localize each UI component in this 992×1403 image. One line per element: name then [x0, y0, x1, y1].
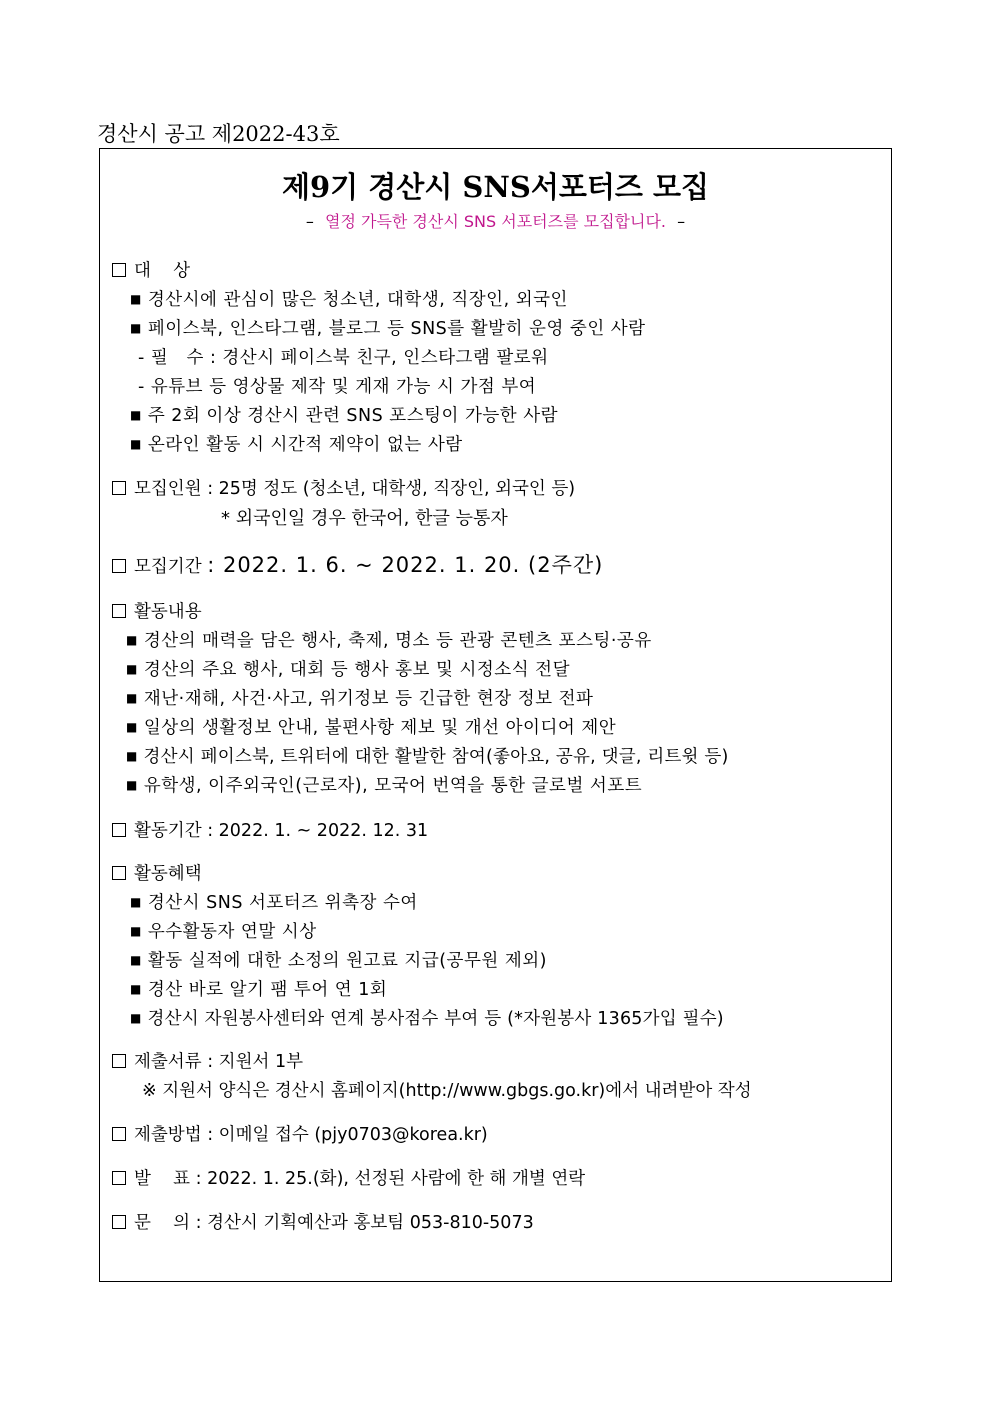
checkbox-square-icon: [112, 823, 126, 837]
list-item-text: 페이스북, 인스타그램, 블로그 등 SNS를 활발히 운영 중인 사람: [147, 319, 646, 339]
list-item-text: 경산의 주요 행사, 대회 등 행사 홍보 및 시정소식 전달: [143, 660, 570, 680]
sub-item: - 유튜브 등 영상물 제작 및 게재 가능 시 가점 부여: [138, 377, 537, 397]
list-item: [130, 431, 463, 456]
section-announcement: [112, 1165, 585, 1190]
section-target-label: 대 상: [134, 261, 191, 281]
recruit-count-note: * 외국인일 경우 한국어, 한글 능통자: [221, 508, 508, 529]
list-item: [130, 918, 317, 943]
section-value: : 이메일 접수: [207, 1125, 309, 1145]
section-label: 활동기간: [134, 821, 202, 841]
bullet-icon: ■: [130, 982, 142, 996]
section-label: 활동내용: [134, 602, 202, 622]
list-item-text: 주 2회 이상 경산시 관련 SNS 포스팅이 가능한 사람: [147, 406, 559, 426]
section-recruit-period: [112, 549, 603, 579]
bullet-icon: ■: [126, 778, 138, 792]
subtitle: [100, 209, 891, 232]
bullet-icon: ■: [126, 633, 138, 647]
list-item-text: 유학생, 이주외국인(근로자), 모국어 번역을 통한 글로벌 서포트: [143, 776, 643, 796]
bullet-icon: ■: [130, 321, 142, 335]
subtitle-text: 열정 가득한 경산시 SNS 서포터즈를 모집합니다.: [324, 212, 666, 231]
checkbox-square-icon: [112, 1215, 126, 1229]
list-item-text: 경산시 자원봉사센터와 연계 봉사점수 부여 등 (*자원봉사 1365가입 필수): [147, 1009, 724, 1029]
section-value: : 2022. 1. 25.(화), 선정된 사람에 한 해 개별 연락: [195, 1169, 586, 1189]
sub-item: - 필 수 : 경산시 페이스북 친구, 인스타그램 팔로워: [138, 348, 549, 368]
section-label: 제출서류: [134, 1052, 202, 1072]
list-item: [130, 976, 387, 1001]
list-item: [130, 947, 547, 972]
checkbox-square-icon: [112, 263, 126, 277]
bullet-icon: ■: [130, 292, 142, 306]
checkbox-square-icon: [112, 1127, 126, 1141]
checkbox-square-icon: [112, 481, 126, 495]
email-address: (pjy0703@korea.kr): [314, 1125, 488, 1145]
section-documents: [112, 1048, 303, 1073]
list-item-text: 경산 바로 알기 팸 투어 연 1회: [147, 980, 388, 1000]
list-item-text: 경산의 매력을 담은 행사, 축제, 명소 등 관광 콘텐츠 포스팅·공유: [143, 631, 652, 651]
section-recruit-count: [112, 475, 575, 500]
section-label: 문 의: [134, 1213, 191, 1233]
list-item: [130, 889, 418, 914]
checkbox-square-icon: [112, 559, 126, 573]
list-item: [130, 286, 568, 311]
section-activity-period: [112, 817, 428, 842]
section-value: : 지원서 1부: [207, 1052, 303, 1072]
list-item: [130, 402, 558, 427]
list-item: [126, 743, 729, 768]
page-title: 제9기 경산시 SNS서포터즈 모집: [281, 170, 709, 204]
section-label: 발 표: [134, 1169, 191, 1189]
section-activities-heading: [112, 598, 202, 623]
list-item: [126, 714, 616, 739]
list-item: [126, 656, 570, 681]
bullet-icon: ■: [130, 437, 142, 451]
section-benefits-heading: [112, 860, 202, 885]
section-label: 모집인원: [134, 479, 202, 499]
list-item: [126, 772, 642, 797]
bullet-icon: ■: [126, 662, 138, 676]
checkbox-square-icon: [112, 604, 126, 618]
section-label: 모집기간: [134, 557, 202, 577]
list-item-text: 경산시 페이스북, 트위터에 대한 활발한 참여(좋아요, 공유, 댓글, 리트윗 등): [143, 747, 729, 767]
list-item: [126, 627, 652, 652]
list-item-text: 일상의 생활정보 안내, 불편사항 제보 및 개선 아이디어 제안: [143, 718, 617, 738]
subtitle-dash-left: –: [305, 212, 314, 231]
bullet-icon: ■: [130, 953, 142, 967]
section-submission: [112, 1121, 488, 1146]
notice-number: 경산시 공고 제2022-43호: [97, 122, 340, 146]
list-item-text: 온라인 활동 시 시간적 제약이 없는 사람: [147, 435, 463, 455]
bullet-icon: ■: [126, 720, 138, 734]
bullet-icon: ■: [130, 895, 142, 909]
section-target-heading: [112, 257, 190, 282]
bullet-icon: ■: [126, 749, 138, 763]
section-value: : 2022. 1. ~ 2022. 12. 31: [207, 821, 429, 841]
list-item: [126, 685, 593, 710]
list-item-text: 재난·재해, 사건·사고, 위기정보 등 긴급한 현장 정보 전파: [143, 689, 594, 709]
bullet-icon: ■: [130, 1011, 142, 1025]
documents-note: ※ 지원서 양식은 경산시 홈페이지(http://www.gbgs.go.kr)에서 내려받아 작성: [142, 1081, 752, 1101]
section-label: 활동혜택: [134, 864, 202, 884]
subtitle-dash-right: –: [677, 212, 686, 231]
section-value: : 25명 정도 (청소년, 대학생, 직장인, 외국인 등): [207, 479, 576, 499]
section-value: : 2022. 1. 6. ~ 2022. 1. 20. (2주간): [207, 553, 604, 577]
checkbox-square-icon: [112, 1054, 126, 1068]
bullet-icon: ■: [126, 691, 138, 705]
section-inquiry: [112, 1209, 534, 1234]
list-item: [130, 315, 646, 340]
list-item-text: 경산시 SNS 서포터즈 위촉장 수여: [147, 893, 418, 913]
checkbox-square-icon: [112, 866, 126, 880]
list-item: [130, 1005, 724, 1030]
section-value: : 경산시 기획예산과 홍보팀 053-810-5073: [195, 1213, 534, 1233]
checkbox-square-icon: [112, 1171, 126, 1185]
section-label: 제출방법: [134, 1125, 202, 1145]
notice-box: [99, 148, 892, 1282]
list-item-text: 경산시에 관심이 많은 청소년, 대학생, 직장인, 외국인: [147, 290, 568, 310]
list-item-text: 우수활동자 연말 시상: [147, 922, 317, 942]
bullet-icon: ■: [130, 408, 142, 422]
bullet-icon: ■: [130, 924, 142, 938]
list-item-text: 활동 실적에 대한 소정의 원고료 지급(공무원 제외): [147, 951, 547, 971]
